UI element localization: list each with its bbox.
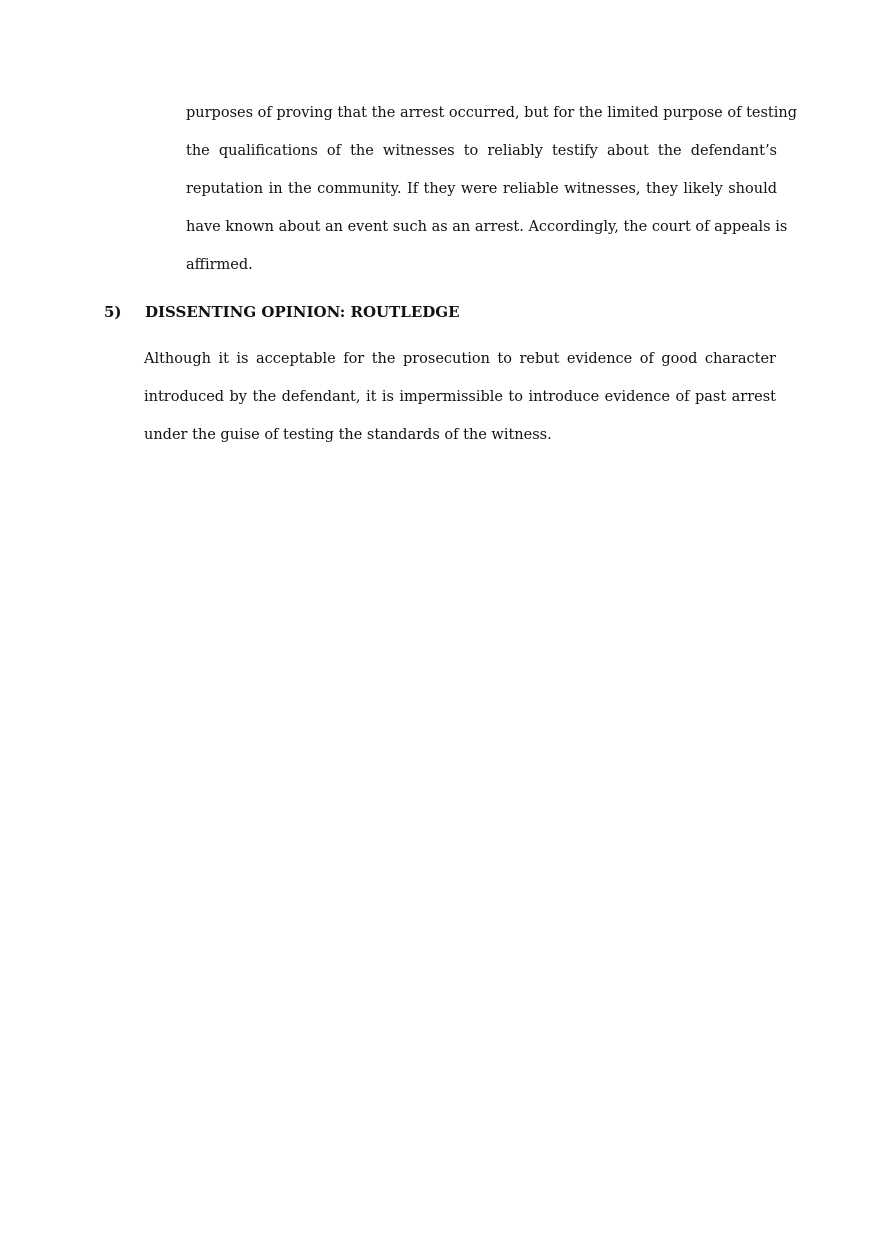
- paragraph-line: Although it is acceptable for the prosecution to rebut evidence of good character: [144, 351, 776, 367]
- paragraph-line: introduced by the defendant, it is impermissible to introduce evidence of past arrest: [144, 389, 776, 405]
- paragraph-line: have known about an event such as an arrest. Accordingly, the court of appeals is: [186, 219, 788, 235]
- section-number: 5): [104, 303, 122, 321]
- continued-paragraph: [186, 94, 798, 284]
- paragraph-line: the qualifications of the witnesses to reliably testify about the defendant’s: [186, 143, 777, 159]
- section-title: DISSENTING OPINION: ROUTLEDGE: [145, 303, 460, 321]
- dissenting-opinion-paragraph: [144, 340, 776, 454]
- paragraph-line: under the guise of testing the standards of the witness.: [144, 427, 552, 443]
- section-heading: [104, 299, 460, 325]
- paragraph-line: affirmed.: [186, 257, 253, 273]
- paragraph-line: reputation in the community. If they were reliable witnesses, they likely should: [186, 181, 777, 197]
- paragraph-line: purposes of proving that the arrest occurred, but for the limited purpose of testing: [186, 105, 798, 121]
